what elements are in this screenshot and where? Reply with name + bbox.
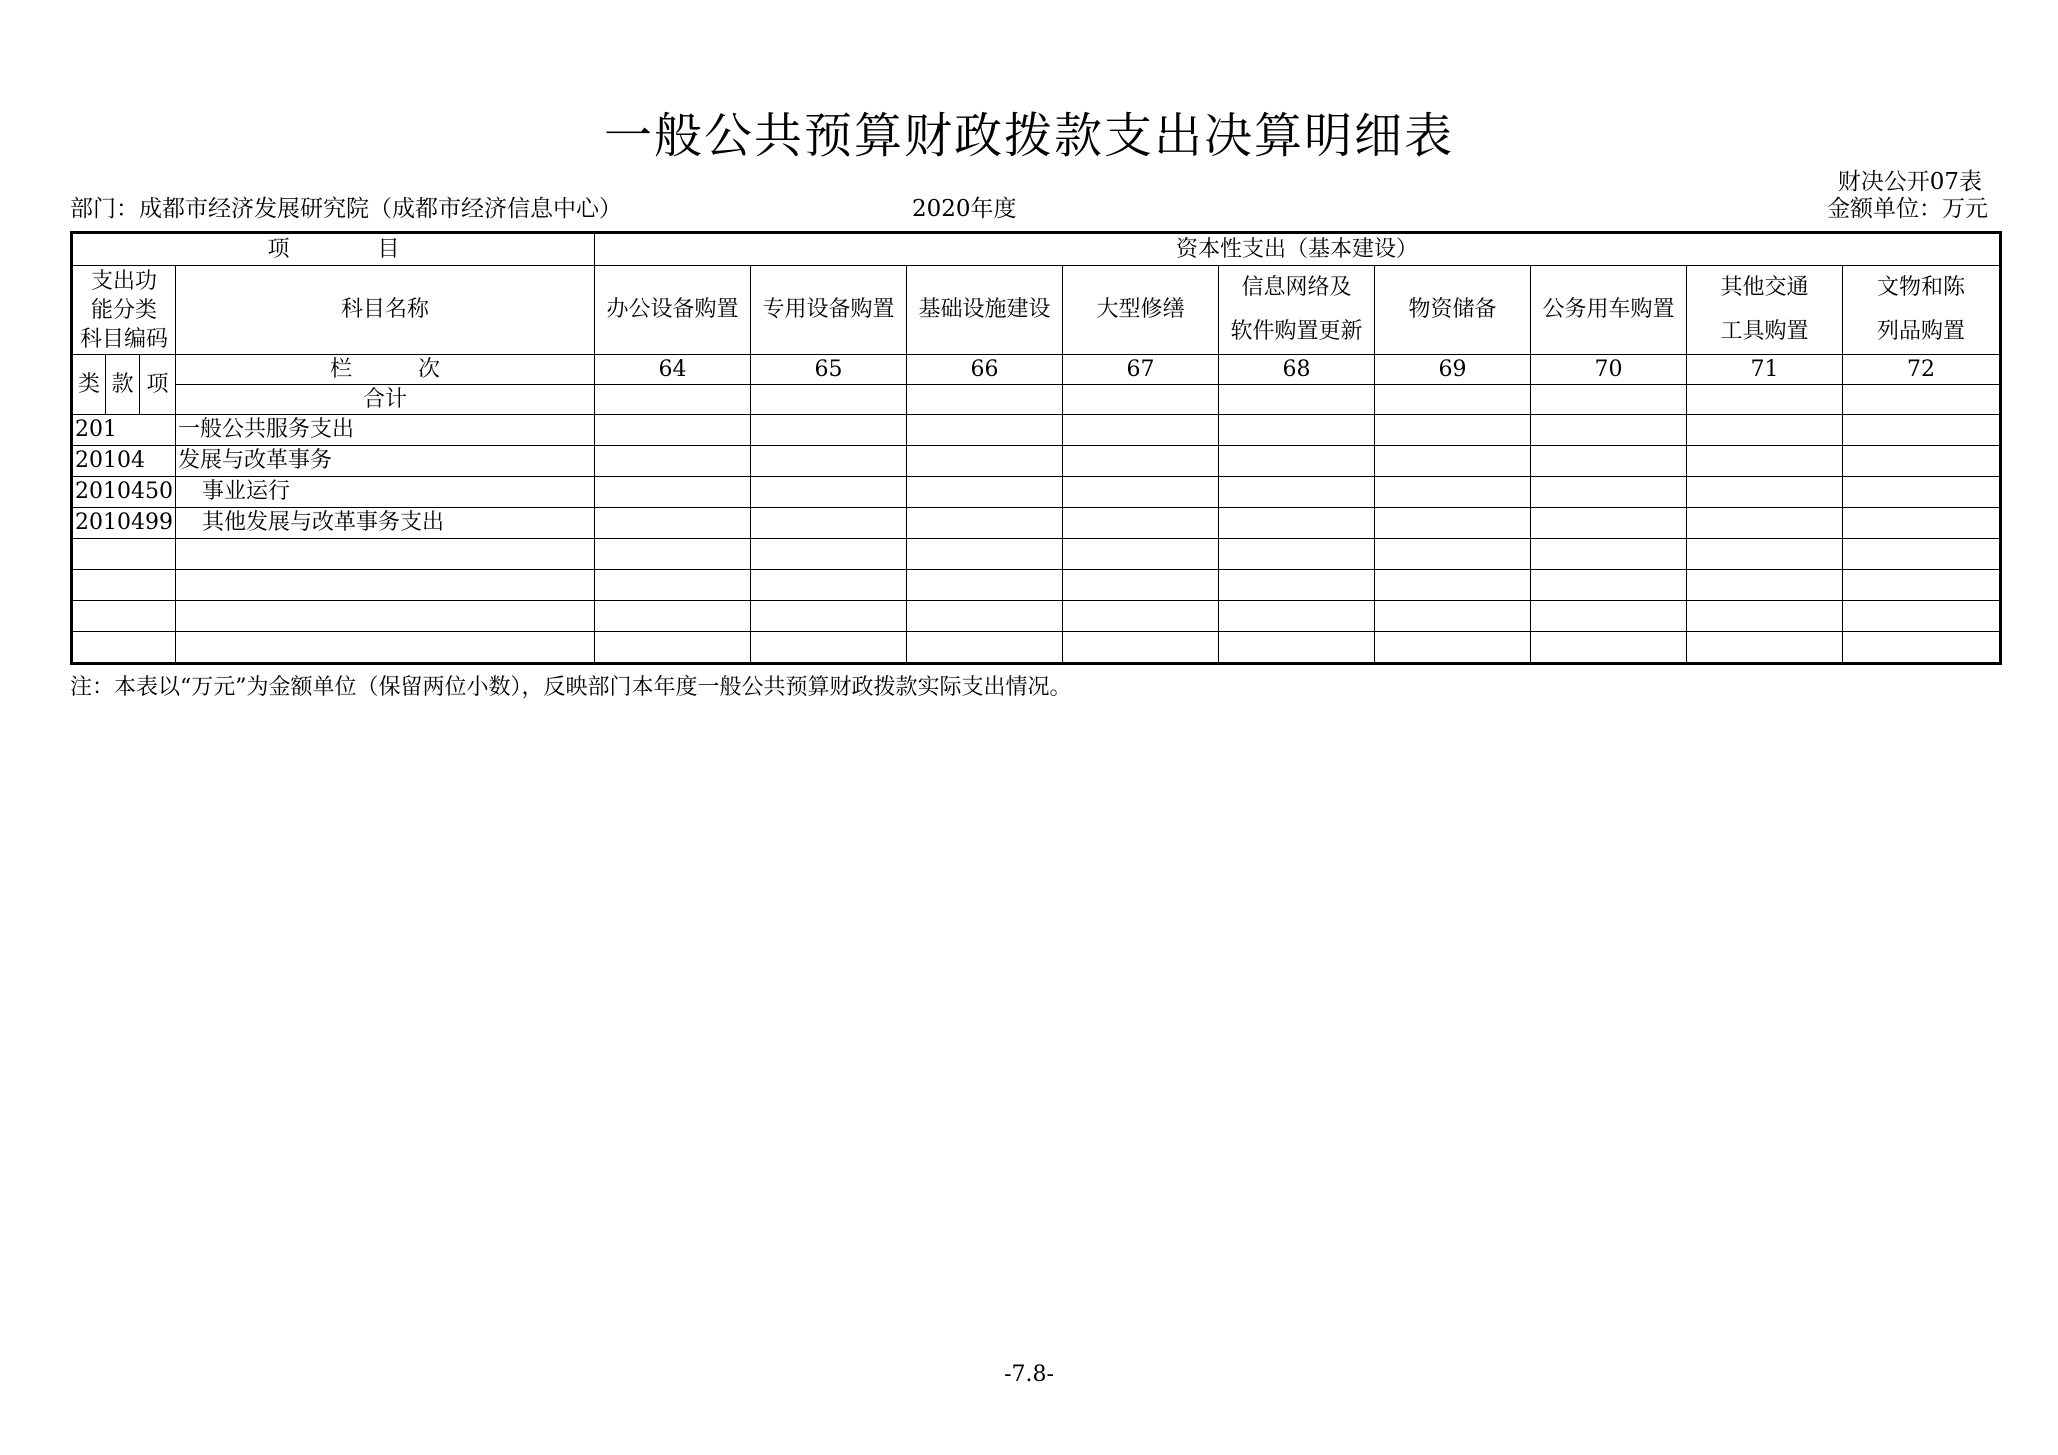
table-row bbox=[72, 508, 2001, 539]
column-header bbox=[1843, 266, 2001, 355]
amount-cell bbox=[1219, 415, 1375, 446]
subject-name bbox=[176, 601, 595, 632]
code-header-line: 能分类 bbox=[90, 297, 157, 323]
amount-cell bbox=[1843, 477, 2001, 508]
subject-code bbox=[72, 601, 176, 632]
amount-cell bbox=[751, 601, 907, 632]
item-header: 项 目 bbox=[72, 233, 595, 266]
column-number: 68 bbox=[1219, 355, 1375, 385]
column-header-line: 专用设备购置 bbox=[762, 297, 895, 322]
amount-cell bbox=[1843, 508, 2001, 539]
total-row bbox=[72, 385, 2001, 415]
column-number: 66 bbox=[907, 355, 1063, 385]
table-row bbox=[72, 446, 2001, 477]
subject-name-header: 科目名称 bbox=[176, 266, 595, 355]
table-row bbox=[72, 477, 2001, 508]
amount-cell bbox=[1375, 508, 1531, 539]
column-header bbox=[1375, 266, 1531, 355]
lei-header: 类 bbox=[72, 355, 106, 415]
subject-name: 其他发展与改革事务支出 bbox=[176, 508, 595, 539]
column-number: 67 bbox=[1063, 355, 1219, 385]
amount-cell bbox=[1843, 632, 2001, 664]
column-number: 65 bbox=[751, 355, 907, 385]
subject-code: 2010450 bbox=[72, 477, 176, 508]
subject-name: 事业运行 bbox=[176, 477, 595, 508]
table-row bbox=[72, 601, 2001, 632]
code-header-line: 科目编码 bbox=[79, 326, 168, 352]
amount-cell bbox=[1687, 508, 1843, 539]
fiscal-year: 2020年度 bbox=[912, 196, 1017, 222]
column-header-line: 信息网络及 bbox=[1241, 275, 1352, 300]
column-header bbox=[1531, 266, 1687, 355]
column-number-label: 栏 次 bbox=[176, 355, 595, 385]
subject-name: 发展与改革事务 bbox=[176, 446, 595, 477]
amount-cell bbox=[1375, 477, 1531, 508]
amount-cell bbox=[595, 477, 751, 508]
amount-cell bbox=[1219, 539, 1375, 570]
subject-name bbox=[176, 570, 595, 601]
table-note: 注：本表以“万元”为金额单位（保留两位小数），反映部门本年度一般公共预算财政拨款实际支出情况。 bbox=[70, 675, 1072, 700]
amount-cell bbox=[1687, 570, 1843, 601]
column-number: 64 bbox=[595, 355, 751, 385]
amount-cell bbox=[1687, 477, 1843, 508]
total-cell bbox=[1843, 385, 2001, 415]
column-header bbox=[907, 266, 1063, 355]
amount-cell bbox=[1063, 632, 1219, 664]
amount-cell bbox=[751, 446, 907, 477]
subject-name bbox=[176, 539, 595, 570]
amount-cell bbox=[1375, 601, 1531, 632]
amount-cell bbox=[1063, 570, 1219, 601]
amount-unit: 金额单位：万元 bbox=[1827, 196, 1988, 222]
column-header bbox=[751, 266, 907, 355]
amount-cell bbox=[1687, 415, 1843, 446]
amount-cell bbox=[751, 508, 907, 539]
amount-cell bbox=[1063, 539, 1219, 570]
amount-cell bbox=[751, 477, 907, 508]
amount-cell bbox=[1219, 477, 1375, 508]
amount-cell bbox=[1531, 415, 1687, 446]
column-header bbox=[595, 266, 751, 355]
amount-cell bbox=[1687, 539, 1843, 570]
amount-cell bbox=[1687, 446, 1843, 477]
amount-cell bbox=[1219, 632, 1375, 664]
amount-cell bbox=[751, 570, 907, 601]
amount-cell bbox=[907, 632, 1063, 664]
amount-cell bbox=[1219, 570, 1375, 601]
amount-cell bbox=[595, 446, 751, 477]
amount-cell bbox=[1843, 415, 2001, 446]
subject-name: 一般公共服务支出 bbox=[176, 415, 595, 446]
xiang-header: 项 bbox=[140, 355, 176, 415]
column-number: 69 bbox=[1375, 355, 1531, 385]
amount-cell bbox=[907, 415, 1063, 446]
amount-cell bbox=[907, 539, 1063, 570]
column-number: 71 bbox=[1687, 355, 1843, 385]
amount-cell bbox=[907, 477, 1063, 508]
amount-cell bbox=[1375, 415, 1531, 446]
column-number-row bbox=[72, 355, 2001, 385]
column-header bbox=[1687, 266, 1843, 355]
total-cell bbox=[1531, 385, 1687, 415]
amount-cell bbox=[907, 570, 1063, 601]
column-header-row bbox=[72, 266, 2001, 355]
group-header: 资本性支出（基本建设） bbox=[595, 233, 2001, 266]
form-number: 财决公开07表 bbox=[1837, 169, 1982, 195]
table-row bbox=[72, 415, 2001, 446]
total-cell bbox=[1063, 385, 1219, 415]
column-header-line: 大型修缮 bbox=[1096, 297, 1185, 322]
amount-cell bbox=[1375, 539, 1531, 570]
column-header-line: 办公设备购置 bbox=[606, 297, 739, 322]
total-cell bbox=[1375, 385, 1531, 415]
amount-cell bbox=[1375, 570, 1531, 601]
amount-cell bbox=[595, 539, 751, 570]
amount-cell bbox=[1531, 539, 1687, 570]
department-label: 部门：成都市经济发展研究院（成都市经济信息中心） bbox=[70, 196, 622, 222]
amount-cell bbox=[1687, 601, 1843, 632]
page-number: -7.8- bbox=[1004, 1362, 1054, 1387]
table-row bbox=[72, 632, 2001, 664]
column-header-line: 物资储备 bbox=[1408, 297, 1497, 322]
amount-cell bbox=[1531, 508, 1687, 539]
column-header-line: 公务用车购置 bbox=[1542, 297, 1675, 322]
amount-cell bbox=[1375, 632, 1531, 664]
amount-cell bbox=[595, 632, 751, 664]
table-row bbox=[72, 570, 2001, 601]
amount-cell bbox=[1375, 446, 1531, 477]
column-header-line: 工具购置 bbox=[1720, 319, 1809, 344]
total-cell bbox=[1219, 385, 1375, 415]
column-header-line: 软件购置更新 bbox=[1230, 319, 1363, 344]
expenditure-table bbox=[70, 231, 2002, 665]
column-number: 70 bbox=[1531, 355, 1687, 385]
subject-code: 20104 bbox=[72, 446, 176, 477]
total-cell bbox=[595, 385, 751, 415]
total-label: 合计 bbox=[176, 385, 595, 415]
amount-cell bbox=[1531, 446, 1687, 477]
column-header bbox=[1063, 266, 1219, 355]
function-code-header bbox=[72, 266, 176, 355]
total-cell bbox=[1687, 385, 1843, 415]
amount-cell bbox=[1531, 601, 1687, 632]
amount-cell bbox=[1219, 601, 1375, 632]
table-row bbox=[72, 539, 2001, 570]
amount-cell bbox=[1063, 415, 1219, 446]
total-cell bbox=[907, 385, 1063, 415]
amount-cell bbox=[595, 570, 751, 601]
amount-cell bbox=[1687, 632, 1843, 664]
column-header bbox=[1219, 266, 1375, 355]
amount-cell bbox=[1063, 508, 1219, 539]
subject-code bbox=[72, 539, 176, 570]
table-header-row bbox=[72, 233, 2001, 266]
table-body bbox=[72, 233, 2001, 664]
amount-cell bbox=[595, 415, 751, 446]
amount-cell bbox=[1531, 570, 1687, 601]
amount-cell bbox=[595, 601, 751, 632]
subject-code: 2010499 bbox=[72, 508, 176, 539]
subject-code: 201 bbox=[72, 415, 176, 446]
amount-cell bbox=[751, 539, 907, 570]
total-cell bbox=[751, 385, 907, 415]
amount-cell bbox=[1531, 632, 1687, 664]
amount-cell bbox=[1063, 446, 1219, 477]
amount-cell bbox=[907, 601, 1063, 632]
amount-cell bbox=[1219, 508, 1375, 539]
amount-cell bbox=[1063, 601, 1219, 632]
amount-cell bbox=[1843, 539, 2001, 570]
amount-cell bbox=[1531, 477, 1687, 508]
amount-cell bbox=[751, 415, 907, 446]
amount-cell bbox=[907, 508, 1063, 539]
column-header-line: 文物和陈 bbox=[1877, 275, 1966, 300]
amount-cell bbox=[595, 508, 751, 539]
column-header-line: 列品购置 bbox=[1877, 319, 1966, 344]
page-title: 一般公共预算财政拨款支出决算明细表 bbox=[603, 108, 1454, 164]
amount-cell bbox=[1063, 477, 1219, 508]
amount-cell bbox=[1843, 446, 2001, 477]
subject-name bbox=[176, 632, 595, 664]
amount-cell bbox=[751, 632, 907, 664]
amount-cell bbox=[1219, 446, 1375, 477]
amount-cell bbox=[1843, 601, 2001, 632]
subject-code bbox=[72, 570, 176, 601]
kuan-header: 款 bbox=[106, 355, 140, 415]
code-header-line: 支出功 bbox=[90, 268, 157, 294]
subject-code bbox=[72, 632, 176, 664]
amount-cell bbox=[907, 446, 1063, 477]
column-number: 72 bbox=[1843, 355, 2001, 385]
column-header-line: 基础设施建设 bbox=[918, 297, 1051, 322]
column-header-line: 其他交通 bbox=[1720, 275, 1809, 300]
amount-cell bbox=[1843, 570, 2001, 601]
